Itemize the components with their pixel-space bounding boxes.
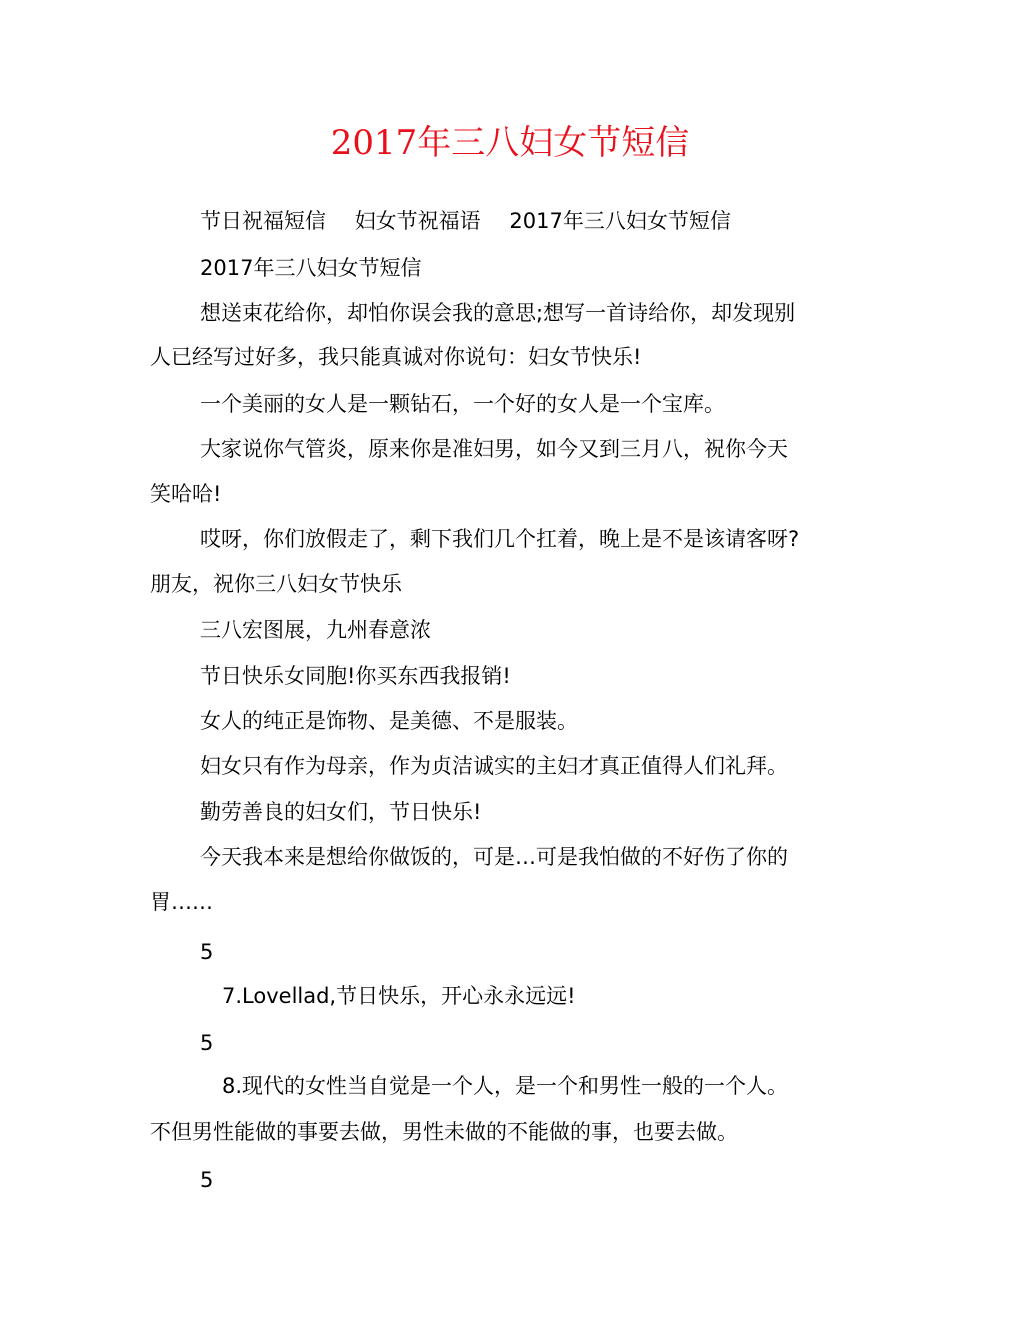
tag-womens-day-wishes[interactable]: 妇女节祝福语 bbox=[354, 209, 481, 233]
tag-2017-sms[interactable]: 2017年三八妇女节短信 bbox=[509, 209, 731, 233]
paragraph-line: 勤劳善良的妇女们，节日快乐! bbox=[200, 800, 482, 824]
page-title: 2017年三八妇女节短信 bbox=[330, 123, 690, 163]
tag-holiday-sms[interactable]: 节日祝福短信 bbox=[200, 209, 326, 233]
paragraph-line: 女人的纯正是饰物、是美德、不是服装。 bbox=[200, 709, 578, 733]
list-marker: 5 bbox=[200, 1031, 214, 1055]
paragraph-line: 妇女只有作为母亲，作为贞洁诚实的主妇才真正值得人们礼拜。 bbox=[200, 754, 788, 778]
paragraph-line: 不但男性能做的事要去做，男性未做的不能做的事，也要去做。 bbox=[150, 1120, 738, 1144]
paragraph-line: 想送束花给你，却怕你误会我的意思;想写一首诗给你，却发现别 bbox=[200, 301, 796, 325]
paragraph-line: 节日快乐女同胞!你买东西我报销! bbox=[200, 664, 511, 688]
list-marker: 5 bbox=[200, 940, 214, 964]
paragraph-line: 笑哈哈! bbox=[150, 482, 222, 506]
list-item: 8.现代的女性当自觉是一个人，是一个和男性一般的一个人。 bbox=[222, 1074, 789, 1098]
paragraph-line: 朋友，祝你三八妇女节快乐 bbox=[150, 572, 402, 596]
paragraph-line: 今天我本来是想给你做饭的，可是…可是我怕做的不好伤了你的 bbox=[200, 845, 788, 869]
paragraph-line: 三八宏图展，九州春意浓 bbox=[200, 618, 431, 642]
list-marker: 5 bbox=[200, 1168, 214, 1192]
paragraph-line: 大家说你气管炎，原来你是准妇男，如今又到三月八，祝你今天 bbox=[200, 437, 788, 461]
paragraph-line: 哎呀，你们放假走了，剩下我们几个扛着，晚上是不是该请客呀? bbox=[200, 527, 800, 551]
paragraph-line: 人已经写过好多，我只能真诚对你说句：妇女节快乐! bbox=[150, 345, 642, 369]
tag-list bbox=[200, 206, 920, 236]
paragraph-line: 一个美丽的女人是一颗钻石，一个好的女人是一个宝库。 bbox=[200, 392, 725, 416]
paragraph-line: 胃…… bbox=[150, 890, 213, 914]
list-item: 7.Lovellad,节日快乐，开心永永远远! bbox=[222, 984, 576, 1008]
subtitle: 2017年三八妇女节短信 bbox=[200, 256, 422, 280]
